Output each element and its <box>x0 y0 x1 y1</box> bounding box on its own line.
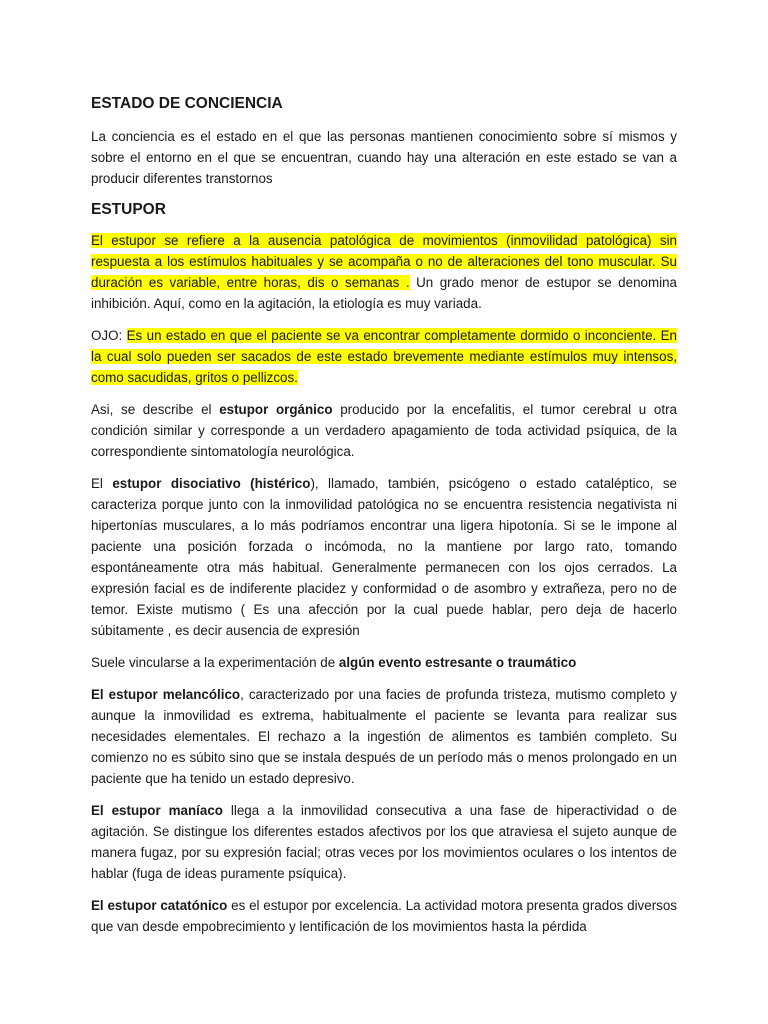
bold-term: El estupor maníaco <box>91 803 223 818</box>
paragraph-text: es el estupor por excelencia. La actividad motora presenta grados diversos que van desde empobrecimiento y lentificación de los movimientos hasta la pérdida <box>91 898 677 934</box>
paragraph-estupor-organico <box>91 399 677 462</box>
paragraph-estupor-catatonico <box>91 895 677 937</box>
bold-term: estupor orgánico <box>219 402 333 417</box>
paragraph-text: Asi, se describe el <box>91 402 220 417</box>
document-title: ESTADO DE CONCIENCIA <box>91 95 283 112</box>
bold-term: El estupor catatónico <box>91 898 228 913</box>
paragraph-text: producido por la encefalitis, el tumor cerebral u otra condición similar y corresponde a un verdadero apagamiento de toda actividad psíquica, de la correspondiente sintomatología neurológica. <box>91 402 677 459</box>
highlighted-text: Es un estado en que el paciente se va encontrar completamente dormido o inconciente. En la cual solo pueden ser sacados de este estado brevemente mediante estímulos muy intensos, como sacudidas, gritos o pellizcos. <box>91 328 677 385</box>
paragraph-text: Suele vincularse a la experimentación de <box>91 655 339 670</box>
paragraph-text: Un grado menor de estupor se denomina inhibición. Aquí, como en la agitación, la etiología es muy variada. <box>91 275 677 311</box>
paragraph-text: ), llamado, también, psicógeno o estado cataléptico, se caracteriza porque junto con la inmovilidad patológica no se encuentra resistencia negativista ni hipertonías musculares, a lo más podríamos encontrar una ligera hipotonía. Si se le impone al paciente una posición forzada o incómoda, no la mantiene por largo rato, tomando espontáneamente otra más habitual. Generalmente permanecen con los ojos cerrados. La expresión facial es de indiferente placidez y conformidad o de asombro y extrañeza, pero no de temor. Existe mutismo ( Es una afección por la cual puede hablar, pero deja de hacerlo súbitamente , es decir ausencia de expresión <box>91 476 677 638</box>
paragraph-evento-estresante <box>91 652 677 673</box>
paragraph-estupor-maniaco <box>91 800 677 884</box>
bold-term: estupor disociativo (histérico <box>112 476 311 491</box>
note-label: OJO: <box>91 328 127 343</box>
paragraph-ojo-note <box>91 325 677 388</box>
paragraph-text: El <box>91 476 113 491</box>
bold-term: algún evento estresante o traumático <box>338 655 577 670</box>
intro-paragraph: La conciencia es el estado en el que las personas mantienen conocimiento sobre sí mismos y sobre el entorno en el que se encuentran, cuando hay una alteración en este estado se van a producir diferentes transtornos <box>91 129 677 186</box>
paragraph-estupor-definition <box>91 230 677 314</box>
highlighted-text: El estupor se refiere a la ausencia patológica de movimientos (inmovilidad patológica) sin respuesta a los estímulos habituales y se acompaña o no de alteraciones del tono muscular. Su duración es variable, entre horas, dis o semanas . <box>91 233 677 290</box>
document-page <box>91 94 677 948</box>
paragraph-text: llega a la inmovilidad consecutiva a una fase de hiperactividad o de agitación. Se distingue los diferentes estados afectivos por los que atraviesa el sujeto aunque de manera fugaz, por su expresión facial; otras veces por los movimientos oculares o los intentos de hablar (fuga de ideas puramente psíquica). <box>91 803 677 881</box>
paragraph-estupor-disociativo <box>91 473 677 641</box>
section-heading-estupor: ESTUPOR <box>91 201 166 218</box>
bold-term: El estupor melancólico <box>91 687 241 702</box>
paragraph-estupor-melancolico <box>91 684 677 789</box>
paragraph-text: , caracterizado por una facies de profunda tristeza, mutismo completo y aunque la inmovilidad es extrema, habitualmente el paciente se levanta para realizar sus necesidades elementales. El rechazo a la ingestión de alimentos es también completo. Su comienzo no es súbito sino que se instala después de un período más o menos prolongado en un paciente que ha tenido un estado depresivo. <box>91 687 677 786</box>
